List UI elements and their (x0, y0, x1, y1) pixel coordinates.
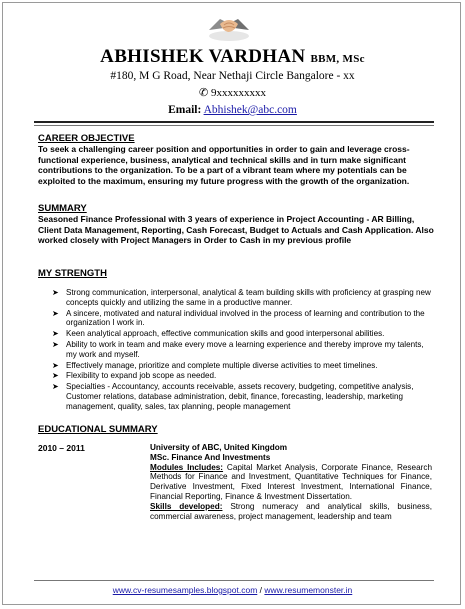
footer-separator: / (257, 585, 265, 595)
address: #180, M G Road, Near Nethaji Circle Bangalore - xx (110, 70, 355, 82)
arrow-bullet-icon: ➤ (52, 382, 59, 392)
header-divider-thin (34, 125, 434, 126)
summary-heading: SUMMARY (38, 203, 87, 214)
email-label: Email: (168, 104, 202, 116)
name-text: ABHISHEK VARDHAN (100, 46, 306, 67)
education-heading: EDUCATIONAL SUMMARY (38, 424, 158, 435)
modules-label: Modules Includes: (150, 462, 224, 472)
degrees-text: BBM, MSc (310, 53, 365, 65)
list-item: ➤ A sincere, motivated and natural individual involved in the process of learning and contribution to the organization I work in. (52, 308, 425, 328)
candidate-name (0, 46, 465, 68)
strength-heading: MY STRENGTH (38, 268, 107, 279)
handshake-icon (206, 10, 252, 44)
footer-divider (34, 580, 434, 581)
list-item: ➤ Ability to work in team and make every move a learning experience and thereby improve my talents, my work and myself. (52, 339, 424, 359)
list-item: ➤ Keen analytical approach, effective communication skills and good interpersonal abilities. (52, 329, 385, 339)
education-details (150, 443, 432, 521)
list-item: ➤ Effectively manage, prioritize and complete multiple diverse activities to meet timelines. (52, 360, 378, 370)
arrow-bullet-icon: ➤ (52, 339, 59, 349)
career-objective-heading: CAREER OBJECTIVE (38, 133, 135, 144)
header-divider (34, 121, 434, 123)
arrow-bullet-icon: ➤ (52, 360, 59, 370)
footer-link-site[interactable]: www.resumemonster.in (264, 585, 353, 595)
modules-text: Capital Market Analysis, Corporate Finance, Research Methods for Finance and Investment, Quantitative Techniques for Finance, Derivative Investment, Fixed Interest Investment, International Finance, Financial Reporting, Finance & Investment Dissertation. (150, 462, 432, 501)
strength-list (52, 288, 434, 413)
university-name: University of ABC, United Kingdom (150, 443, 288, 452)
skills-text: Strong numeracy and analytical skills, business, commercial awareness, project management, leadership and team (150, 501, 432, 521)
footer-link-blog[interactable]: www.cv-resumesamples.blogspot.com (112, 585, 258, 595)
arrow-bullet-icon: ➤ (52, 371, 59, 381)
education-years: 2010 – 2011 (38, 443, 85, 453)
arrow-bullet-icon: ➤ (52, 329, 59, 339)
summary-text: Seasoned Finance Professional with 3 years of experience in Project Accounting - AR Billing, Client Data Management, Reporting, Cash Forecast, Budget to Actuals and Cash Application. Also worked closely with Project Managers in Order to Cash in my previous profile (38, 214, 434, 245)
career-objective-text: To seek a challenging career position and opportunities in order to gain and leverage cross-functional experience, business, analytical and technical skills and in turn make significant contributions to the organization. To be a part of a vibrant team where my potentials can be exploited to the maximum, ensuring my future progress with the growth of the organization. (38, 144, 410, 186)
phone-icon: ✆ (199, 87, 209, 99)
skills-paragraph (150, 502, 432, 522)
modules-paragraph (150, 463, 432, 502)
list-item: ➤ Strong communication, interpersonal, analytical & team building skills with proficiency at grasping new concepts quickly and utilizing the same in a productive manner. (52, 288, 431, 307)
arrow-bullet-icon: ➤ (52, 308, 59, 318)
skills-label: Skills developed: (150, 501, 223, 511)
arrow-bullet-icon: ➤ (52, 288, 59, 297)
list-item: ➤ Flexibility to expand job scope as needed. (52, 371, 217, 381)
phone-line (0, 86, 465, 99)
email-line (0, 104, 465, 116)
list-item: ➤ Specialties - Accountancy, accounts receivable, assets recovery, budgeting, competitive analysis, Customer relations, database administration, debit, finance, forecasting, leadership, marketing management, quality, sales, tax planning, people management (52, 382, 414, 411)
degree-name: MSc. Finance And Investments (150, 452, 271, 462)
email-link[interactable]: Abhishek@abc.com (203, 104, 297, 116)
footer (0, 585, 465, 595)
phone-number: 9xxxxxxxxx (210, 87, 266, 99)
